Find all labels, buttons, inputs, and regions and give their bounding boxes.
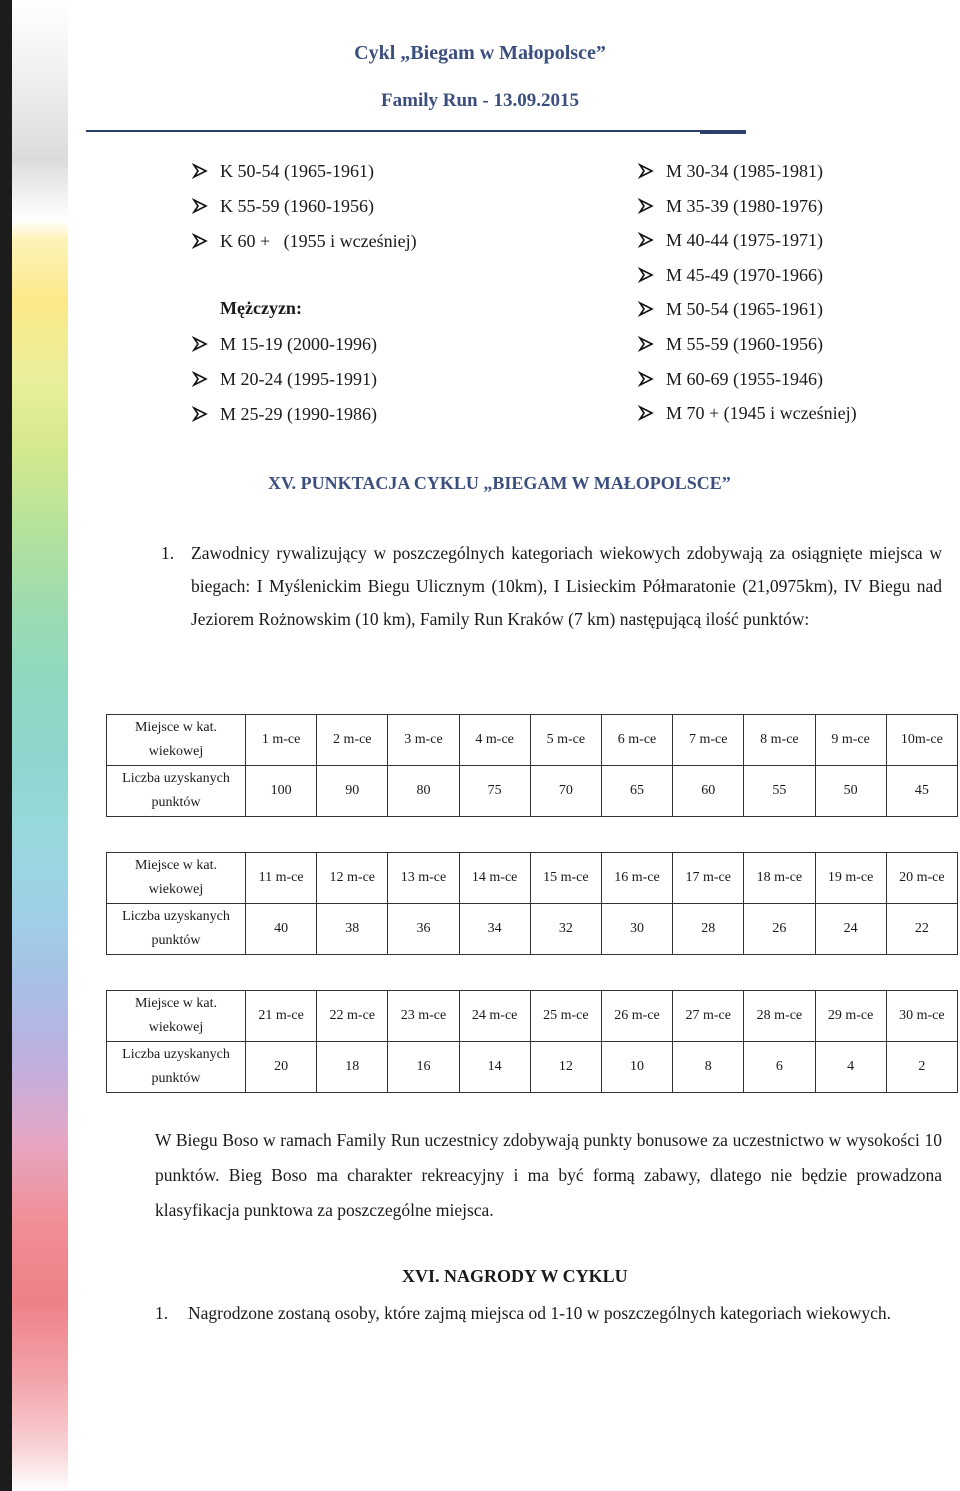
table-cell: 22 bbox=[886, 904, 957, 955]
list-item: K 55-59 (1960-1956) bbox=[192, 195, 417, 230]
arrow-bullet-icon bbox=[192, 333, 220, 355]
table-label-cell: Miejsce w kat. wiekowej bbox=[107, 715, 246, 766]
table-row bbox=[107, 904, 958, 955]
table-cell: 4 m-ce bbox=[459, 715, 530, 766]
section-15-title: XV. PUNKTACJA CYKLU „BIEGAM W MAŁOPOLSCE” bbox=[268, 473, 731, 493]
arrow-bullet-icon bbox=[638, 195, 666, 217]
men-category-list-right bbox=[638, 160, 857, 437]
men-category-list-left bbox=[192, 333, 377, 438]
arrow-bullet-icon bbox=[638, 264, 666, 286]
table-row bbox=[107, 1042, 958, 1093]
document-subtitle: Family Run - 13.09.2015 bbox=[381, 90, 579, 111]
table-cell: 26 bbox=[744, 904, 815, 955]
arrow-bullet-icon bbox=[638, 229, 666, 251]
list-item: M 35-39 (1980-1976) bbox=[638, 195, 857, 230]
arrow-bullet-icon bbox=[192, 230, 220, 252]
table-cell: 24 bbox=[815, 904, 886, 955]
table-cell: 75 bbox=[459, 766, 530, 817]
table-cell: 16 m-ce bbox=[601, 853, 672, 904]
boso-paragraph: W Biegu Boso w ramach Family Run uczestnicy zdobywają punkty bonusowe za uczestnictwo w wysokości 10 punktów. Bieg Boso ma charakter rekreacyjny i ma być formą zabawy, dlatego nie będzie prowadzona klasyfikacja punktowa za poszczególne miejsca. bbox=[155, 1130, 942, 1220]
points-table-2 bbox=[106, 852, 958, 955]
list-item: K 50-54 (1965-1961) bbox=[192, 160, 417, 195]
section-15-paragraph: Zawodnicy rywalizujący w poszczególnych kategoriach wiekowych zdobywają za osiągnięte miejsca w biegach: I Myślenickim Biegu Ulicznym (10km), I Lisieckim Półmaratonie (21,0975km), IV Biegu nad Jeziorem Rożnowskim (10 km), Family Run Kraków (7 km) następującą ilość punktów: bbox=[191, 543, 942, 629]
table-cell: 17 m-ce bbox=[673, 853, 744, 904]
table-cell: 12 m-ce bbox=[317, 853, 388, 904]
table-cell: 14 bbox=[459, 1042, 530, 1093]
table-cell: 10m-ce bbox=[886, 715, 957, 766]
arrow-bullet-icon bbox=[638, 368, 666, 390]
table-row bbox=[107, 991, 958, 1042]
table-cell: 36 bbox=[388, 904, 459, 955]
table-cell: 8 bbox=[673, 1042, 744, 1093]
list-item: M 15-19 (2000-1996) bbox=[192, 333, 377, 368]
section-16-item-number: 1. bbox=[155, 1303, 169, 1323]
arrow-bullet-icon bbox=[638, 402, 666, 424]
arrow-bullet-icon bbox=[192, 195, 220, 217]
table-label-cell: Liczba uzyskanych punktów bbox=[107, 904, 246, 955]
table-cell: 20 m-ce bbox=[886, 853, 957, 904]
table-cell: 40 bbox=[246, 904, 317, 955]
table-cell: 7 m-ce bbox=[673, 715, 744, 766]
table-cell: 2 m-ce bbox=[317, 715, 388, 766]
table-cell: 18 m-ce bbox=[744, 853, 815, 904]
table-cell: 38 bbox=[317, 904, 388, 955]
table-cell: 60 bbox=[673, 766, 744, 817]
table-cell: 28 m-ce bbox=[744, 991, 815, 1042]
document-title: Cykl „Biegam w Małopolsce” bbox=[354, 42, 606, 64]
table-cell: 29 m-ce bbox=[815, 991, 886, 1042]
table-cell: 28 bbox=[673, 904, 744, 955]
table-cell: 14 m-ce bbox=[459, 853, 530, 904]
table-label-cell: Miejsce w kat. wiekowej bbox=[107, 853, 246, 904]
arrow-bullet-icon bbox=[192, 160, 220, 182]
table-cell: 10 bbox=[601, 1042, 672, 1093]
table-row bbox=[107, 715, 958, 766]
section-16-paragraph: Nagrodzone zostaną osoby, które zajmą miejsca od 1-10 w poszczególnych kategoriach wiekowych. bbox=[188, 1303, 891, 1323]
table-cell: 16 bbox=[388, 1042, 459, 1093]
table-cell: 12 bbox=[530, 1042, 601, 1093]
header-rule-accent bbox=[700, 130, 746, 134]
table-cell: 30 bbox=[601, 904, 672, 955]
table-cell: 13 m-ce bbox=[388, 853, 459, 904]
table-cell: 90 bbox=[317, 766, 388, 817]
table-cell: 26 m-ce bbox=[601, 991, 672, 1042]
decorative-stripe-dark bbox=[0, 0, 12, 1491]
table-cell: 6 bbox=[744, 1042, 815, 1093]
arrow-bullet-icon bbox=[192, 403, 220, 425]
table-cell: 30 m-ce bbox=[886, 991, 957, 1042]
table-cell: 32 bbox=[530, 904, 601, 955]
table-label-cell: Liczba uzyskanych punktów bbox=[107, 766, 246, 817]
table-cell: 6 m-ce bbox=[601, 715, 672, 766]
table-cell: 27 m-ce bbox=[673, 991, 744, 1042]
table-cell: 100 bbox=[246, 766, 317, 817]
list-item: M 55-59 (1960-1956) bbox=[638, 333, 857, 368]
table-cell: 55 bbox=[744, 766, 815, 817]
table-cell: 15 m-ce bbox=[530, 853, 601, 904]
header-rule bbox=[86, 130, 746, 132]
points-table-1 bbox=[106, 714, 958, 817]
table-cell: 34 bbox=[459, 904, 530, 955]
section-15-item-number: 1. bbox=[161, 543, 175, 563]
table-cell: 1 m-ce bbox=[246, 715, 317, 766]
men-heading: Mężczyzn: bbox=[220, 298, 302, 318]
table-cell: 19 m-ce bbox=[815, 853, 886, 904]
arrow-bullet-icon bbox=[638, 298, 666, 320]
table-row bbox=[107, 766, 958, 817]
list-item: M 60-69 (1955-1946) bbox=[638, 368, 857, 403]
table-cell: 50 bbox=[815, 766, 886, 817]
list-item: M 20-24 (1995-1991) bbox=[192, 368, 377, 403]
table-cell: 22 m-ce bbox=[317, 991, 388, 1042]
table-cell: 9 m-ce bbox=[815, 715, 886, 766]
table-cell: 11 m-ce bbox=[246, 853, 317, 904]
table-cell: 20 bbox=[246, 1042, 317, 1093]
list-item: M 30-34 (1985-1981) bbox=[638, 160, 857, 195]
table-cell: 70 bbox=[530, 766, 601, 817]
points-table-3 bbox=[106, 990, 958, 1093]
table-cell: 21 m-ce bbox=[246, 991, 317, 1042]
list-item: M 50-54 (1965-1961) bbox=[638, 298, 857, 333]
section-16-title: XVI. NAGRODY W CYKLU bbox=[402, 1266, 628, 1286]
table-cell: 5 m-ce bbox=[530, 715, 601, 766]
table-cell: 80 bbox=[388, 766, 459, 817]
table-cell: 45 bbox=[886, 766, 957, 817]
table-cell: 24 m-ce bbox=[459, 991, 530, 1042]
table-cell: 25 m-ce bbox=[530, 991, 601, 1042]
table-label-cell: Miejsce w kat. wiekowej bbox=[107, 991, 246, 1042]
table-label-cell: Liczba uzyskanych punktów bbox=[107, 1042, 246, 1093]
list-item: K 60 + (1955 i wcześniej) bbox=[192, 230, 417, 265]
table-row bbox=[107, 853, 958, 904]
table-cell: 4 bbox=[815, 1042, 886, 1093]
table-cell: 2 bbox=[886, 1042, 957, 1093]
decorative-color-stripe bbox=[12, 0, 68, 1491]
arrow-bullet-icon bbox=[192, 368, 220, 390]
table-cell: 23 m-ce bbox=[388, 991, 459, 1042]
women-category-list bbox=[192, 160, 417, 265]
list-item: M 45-49 (1970-1966) bbox=[638, 264, 857, 299]
table-cell: 65 bbox=[601, 766, 672, 817]
list-item: M 40-44 (1975-1971) bbox=[638, 229, 857, 264]
arrow-bullet-icon bbox=[638, 333, 666, 355]
list-item: M 70 + (1945 i wcześniej) bbox=[638, 402, 857, 437]
table-cell: 3 m-ce bbox=[388, 715, 459, 766]
list-item: M 25-29 (1990-1986) bbox=[192, 403, 377, 438]
arrow-bullet-icon bbox=[638, 160, 666, 182]
table-cell: 18 bbox=[317, 1042, 388, 1093]
table-cell: 8 m-ce bbox=[744, 715, 815, 766]
